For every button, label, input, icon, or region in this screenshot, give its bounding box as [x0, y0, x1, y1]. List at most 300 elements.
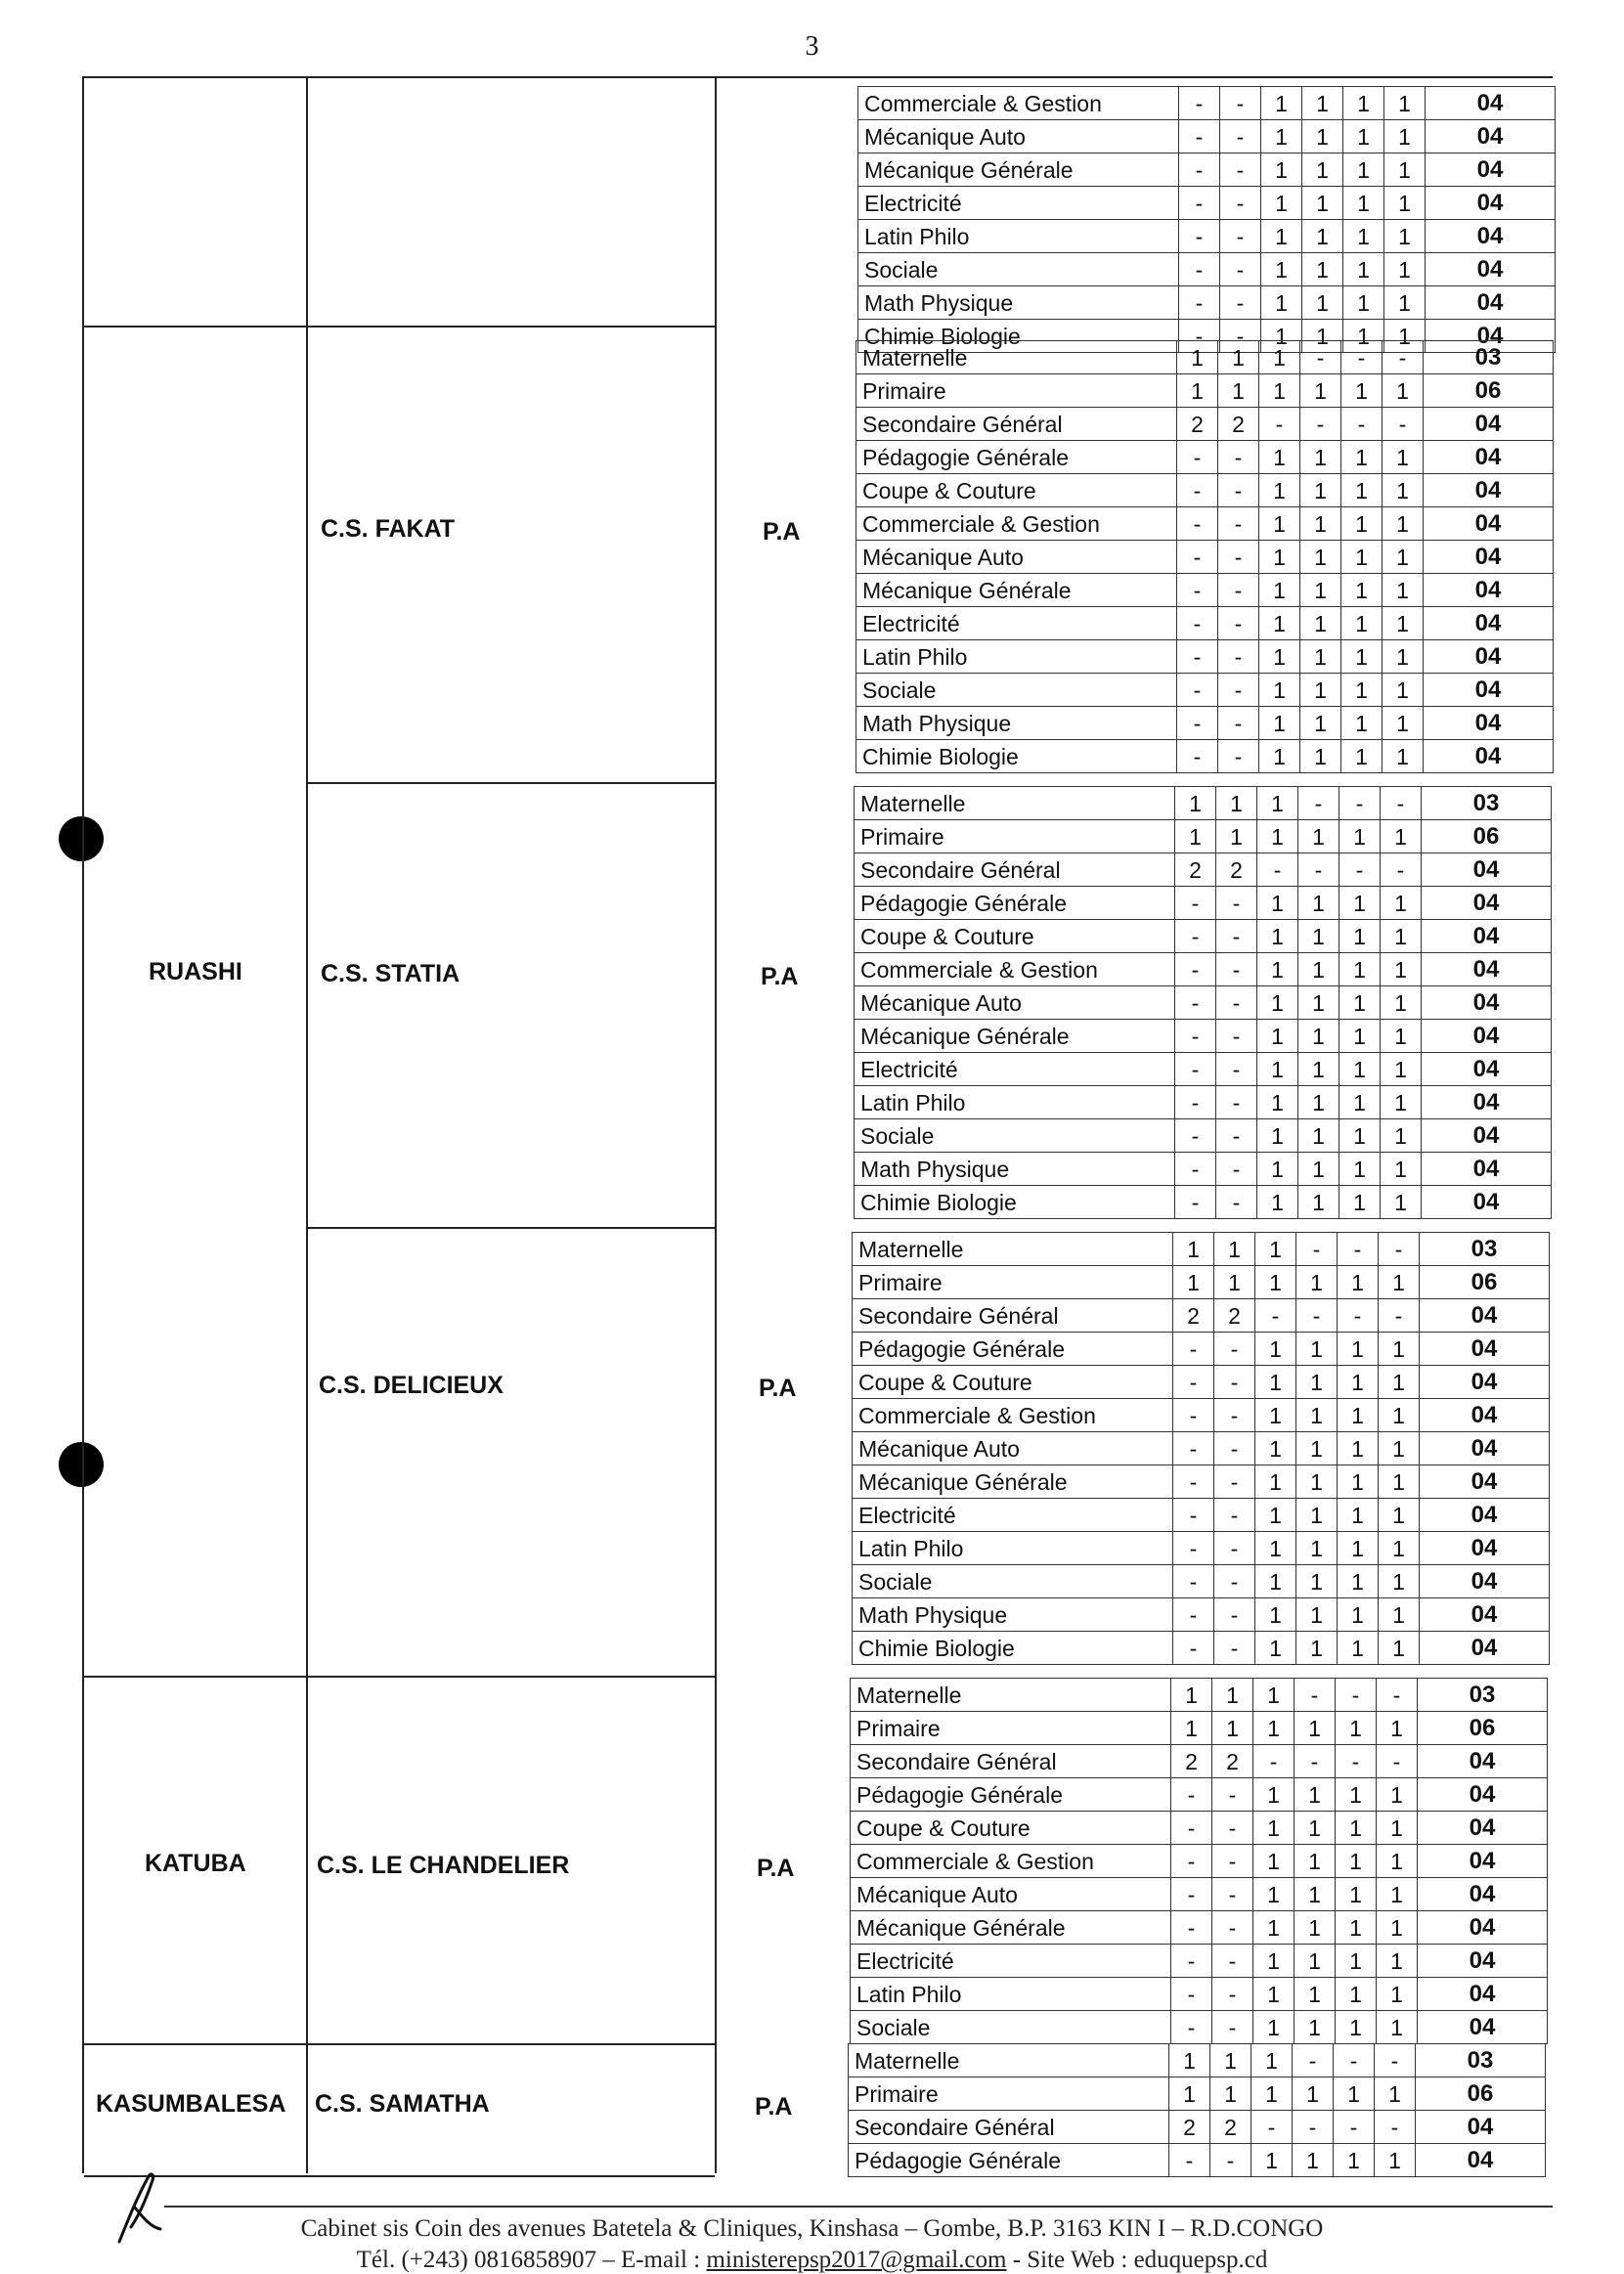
class-count-cell: - — [1298, 853, 1339, 887]
class-count-cell: 1 — [1379, 1598, 1420, 1632]
option-name: Maternelle — [851, 1679, 1171, 1712]
class-count-cell: 1 — [1377, 1978, 1418, 2011]
page-number: 3 — [805, 31, 819, 62]
class-count-cell: 1 — [1300, 507, 1341, 541]
class-count-cell: - — [1251, 2111, 1293, 2144]
class-count-cell: 1 — [1302, 153, 1343, 187]
class-count-cell: 1 — [1341, 374, 1383, 408]
class-count-cell: 1 — [1334, 2144, 1375, 2177]
class-count-cell: - — [1216, 887, 1257, 920]
class-count-cell: 1 — [1257, 1020, 1298, 1053]
class-count-cell: 1 — [1336, 1778, 1377, 1812]
class-count-cell: - — [1216, 920, 1257, 953]
class-count-cell: - — [1179, 187, 1220, 220]
table-row — [855, 820, 1552, 853]
option-name: Pédagogie Générale — [855, 887, 1175, 920]
table-row — [853, 1632, 1550, 1665]
option-name: Secondaire Général — [855, 853, 1175, 887]
class-count-cell: 1 — [1255, 1366, 1296, 1399]
class-count-cell: - — [1177, 507, 1218, 541]
class-count-cell: 2 — [1212, 1745, 1253, 1778]
class-count-cell: - — [1216, 1119, 1257, 1153]
class-count-cell: - — [1377, 1745, 1418, 1778]
class-count-cell: - — [1218, 740, 1259, 773]
table-row — [858, 286, 1556, 320]
class-count-cell: - — [1179, 286, 1220, 320]
total-cell: 04 — [1426, 153, 1556, 187]
class-count-cell: 1 — [1214, 1266, 1255, 1299]
table-row — [853, 1432, 1550, 1465]
total-cell: 06 — [1420, 1266, 1550, 1299]
table-row — [856, 374, 1554, 408]
class-count-cell: 2 — [1218, 408, 1259, 441]
class-count-cell: 1 — [1343, 153, 1384, 187]
option-name: Latin Philo — [851, 1978, 1171, 2011]
table-row — [853, 1565, 1550, 1598]
class-count-cell: 1 — [1255, 1632, 1296, 1665]
class-count-cell: 1 — [1257, 1119, 1298, 1153]
class-count-cell: 1 — [1253, 1978, 1295, 2011]
total-cell: 04 — [1420, 1499, 1550, 1532]
class-count-cell: 1 — [1302, 187, 1343, 220]
class-count-cell: 1 — [1300, 607, 1341, 640]
class-count-cell: 1 — [1336, 1911, 1377, 1945]
class-count-cell: 1 — [1253, 2011, 1295, 2044]
total-cell: 04 — [1424, 707, 1554, 740]
total-cell: 04 — [1418, 2011, 1548, 2044]
class-count-cell: 1 — [1218, 374, 1259, 408]
regime-label: P.A — [759, 1375, 797, 1402]
class-count-cell: - — [1171, 1812, 1212, 1845]
class-count-cell: 1 — [1338, 1499, 1379, 1532]
total-cell: 04 — [1426, 220, 1556, 253]
class-count-cell: 1 — [1257, 1153, 1298, 1186]
class-count-cell: - — [1220, 187, 1261, 220]
class-count-cell: - — [1214, 1632, 1255, 1665]
table-row — [849, 2077, 1546, 2111]
class-count-cell: 1 — [1175, 787, 1216, 820]
class-count-cell: - — [1212, 1878, 1253, 1911]
option-name: Secondaire Général — [856, 408, 1177, 441]
class-count-cell: - — [1173, 1532, 1214, 1565]
row-divider — [84, 326, 306, 328]
total-cell: 06 — [1422, 820, 1552, 853]
table-row — [853, 1465, 1550, 1499]
table-row — [849, 2144, 1546, 2177]
class-count-cell: 1 — [1255, 1266, 1296, 1299]
class-count-cell: 1 — [1381, 1086, 1422, 1119]
option-name: Mécanique Générale — [858, 153, 1179, 187]
class-count-cell: - — [1212, 1978, 1253, 2011]
class-count-cell: 1 — [1255, 1532, 1296, 1565]
class-count-cell: 1 — [1339, 887, 1381, 920]
class-count-cell: - — [1259, 408, 1300, 441]
class-count-cell: - — [1381, 787, 1422, 820]
class-count-cell: - — [1220, 320, 1261, 353]
total-cell: 03 — [1422, 787, 1552, 820]
class-count-cell: 1 — [1383, 740, 1424, 773]
total-cell: 04 — [1424, 441, 1554, 474]
class-count-cell: - — [1214, 1366, 1255, 1399]
class-count-cell: 1 — [1381, 1053, 1422, 1086]
class-count-cell: - — [1218, 474, 1259, 507]
class-count-cell: 1 — [1341, 740, 1383, 773]
row-divider — [84, 2043, 715, 2045]
total-cell: 04 — [1422, 1186, 1552, 1219]
class-count-cell: - — [1177, 674, 1218, 707]
footer-address: Cabinet sis Coin des avenues Batetela & Cliniques, Kinshasa – Gombe, B.P. 3163 KIN I – R.D.CONGO — [300, 2215, 1324, 2242]
class-count-cell: 1 — [1343, 253, 1384, 286]
table-row — [851, 1679, 1548, 1712]
footer-email-link[interactable]: ministerepsp2017@gmail.com — [706, 2247, 1007, 2273]
class-count-cell: 1 — [1379, 1565, 1420, 1598]
option-name: Latin Philo — [855, 1086, 1175, 1119]
class-count-cell: 1 — [1257, 1086, 1298, 1119]
option-name: Primaire — [851, 1712, 1171, 1745]
class-count-cell: 1 — [1341, 707, 1383, 740]
class-count-cell: - — [1177, 441, 1218, 474]
class-count-cell: 1 — [1383, 507, 1424, 541]
options-table — [852, 1232, 1550, 1665]
class-count-cell: 1 — [1298, 1119, 1339, 1153]
table-row — [851, 1878, 1548, 1911]
table-row — [856, 574, 1554, 607]
class-count-cell: 1 — [1255, 1465, 1296, 1499]
class-count-cell: - — [1173, 1432, 1214, 1465]
class-count-cell: 1 — [1259, 607, 1300, 640]
total-cell: 04 — [1424, 507, 1554, 541]
class-count-cell: 1 — [1338, 1399, 1379, 1432]
class-count-cell: - — [1212, 1911, 1253, 1945]
class-count-cell: 1 — [1257, 787, 1298, 820]
class-count-cell: 1 — [1343, 187, 1384, 220]
table-row — [855, 787, 1552, 820]
class-count-cell: - — [1293, 2044, 1334, 2077]
table-row — [855, 953, 1552, 986]
option-name: Maternelle — [855, 787, 1175, 820]
class-count-cell: - — [1295, 1679, 1336, 1712]
class-count-cell: 1 — [1381, 1153, 1422, 1186]
class-count-cell: 1 — [1302, 286, 1343, 320]
class-count-cell: 1 — [1259, 507, 1300, 541]
class-count-cell: 1 — [1383, 640, 1424, 674]
class-count-cell: 1 — [1259, 474, 1300, 507]
row-divider — [84, 1676, 715, 1678]
total-cell: 04 — [1418, 1778, 1548, 1812]
total-cell: 04 — [1420, 1598, 1550, 1632]
class-count-cell: - — [1177, 541, 1218, 574]
class-count-cell: - — [1216, 986, 1257, 1020]
class-count-cell: 1 — [1295, 2011, 1336, 2044]
class-count-cell: 1 — [1253, 1878, 1295, 1911]
class-count-cell: 1 — [1259, 574, 1300, 607]
class-count-cell: 1 — [1251, 2044, 1293, 2077]
table-row — [858, 153, 1556, 187]
class-count-cell: 1 — [1169, 2044, 1210, 2077]
option-name: Electricité — [851, 1945, 1171, 1978]
class-count-cell: 1 — [1384, 320, 1426, 353]
class-count-cell: 1 — [1343, 120, 1384, 153]
class-count-cell: 1 — [1379, 1499, 1420, 1532]
class-count-cell: 1 — [1296, 1465, 1338, 1499]
class-count-cell: 1 — [1169, 2077, 1210, 2111]
class-count-cell: 1 — [1300, 374, 1341, 408]
option-name: Mécanique Générale — [853, 1465, 1173, 1499]
class-count-cell: - — [1216, 1020, 1257, 1053]
class-count-cell: 1 — [1341, 541, 1383, 574]
table-row — [855, 853, 1552, 887]
class-count-cell: 1 — [1341, 607, 1383, 640]
class-count-cell: - — [1214, 1499, 1255, 1532]
class-count-cell: - — [1171, 1978, 1212, 2011]
class-count-cell: 2 — [1210, 2111, 1251, 2144]
table-row — [851, 1845, 1548, 1878]
option-name: Mécanique Générale — [856, 574, 1177, 607]
option-name: Electricité — [855, 1053, 1175, 1086]
class-count-cell: 1 — [1384, 220, 1426, 253]
option-name: Primaire — [853, 1266, 1173, 1299]
class-count-cell: 1 — [1336, 1978, 1377, 2011]
class-count-cell: 1 — [1300, 441, 1341, 474]
table-row — [858, 120, 1556, 153]
class-count-cell: - — [1383, 408, 1424, 441]
class-count-cell: 1 — [1212, 1679, 1253, 1712]
class-count-cell: - — [1339, 853, 1381, 887]
class-count-cell: - — [1173, 1598, 1214, 1632]
total-cell: 03 — [1416, 2044, 1546, 2077]
class-count-cell: 1 — [1302, 320, 1343, 353]
class-count-cell: 1 — [1384, 87, 1426, 120]
table-row — [853, 1366, 1550, 1399]
class-count-cell: - — [1379, 1233, 1420, 1266]
class-count-cell: 1 — [1339, 1053, 1381, 1086]
class-count-cell: - — [1379, 1299, 1420, 1333]
class-count-cell: 1 — [1339, 1186, 1381, 1219]
total-cell: 04 — [1420, 1432, 1550, 1465]
table-row — [853, 1532, 1550, 1565]
total-cell: 03 — [1420, 1233, 1550, 1266]
option-name: Maternelle — [853, 1233, 1173, 1266]
class-count-cell: - — [1171, 1878, 1212, 1911]
class-count-cell: - — [1220, 220, 1261, 253]
total-cell: 04 — [1422, 887, 1552, 920]
class-count-cell: - — [1334, 2044, 1375, 2077]
class-count-cell: - — [1341, 408, 1383, 441]
option-name: Mécanique Auto — [853, 1432, 1173, 1465]
table-row — [855, 1086, 1552, 1119]
class-count-cell: - — [1295, 1745, 1336, 1778]
class-count-cell: 1 — [1216, 820, 1257, 853]
class-count-cell: 1 — [1343, 87, 1384, 120]
class-count-cell: 1 — [1377, 1712, 1418, 1745]
option-name: Sociale — [853, 1565, 1173, 1598]
class-count-cell: 1 — [1383, 674, 1424, 707]
class-count-cell: 1 — [1295, 1978, 1336, 2011]
option-name: Chimie Biologie — [855, 1186, 1175, 1219]
class-count-cell: 1 — [1255, 1233, 1296, 1266]
table-row — [851, 1745, 1548, 1778]
regime-label: P.A — [755, 2093, 793, 2121]
class-count-cell: 1 — [1341, 674, 1383, 707]
total-cell: 04 — [1424, 574, 1554, 607]
column-divider — [715, 78, 717, 2173]
class-count-cell: 1 — [1300, 707, 1341, 740]
class-count-cell: - — [1214, 1465, 1255, 1499]
class-count-cell: 1 — [1343, 320, 1384, 353]
class-count-cell: 1 — [1257, 920, 1298, 953]
table-row — [856, 740, 1554, 773]
class-count-cell: 1 — [1379, 1432, 1420, 1465]
class-count-cell: - — [1212, 1945, 1253, 1978]
class-count-cell: 1 — [1298, 953, 1339, 986]
total-cell: 04 — [1422, 853, 1552, 887]
table-row — [851, 1778, 1548, 1812]
total-cell: 04 — [1418, 1911, 1548, 1945]
option-name: Chimie Biologie — [856, 740, 1177, 773]
class-count-cell: - — [1255, 1299, 1296, 1333]
class-count-cell: 1 — [1298, 986, 1339, 1020]
class-count-cell: 1 — [1298, 887, 1339, 920]
class-count-cell: - — [1179, 153, 1220, 187]
option-name: Mécanique Auto — [856, 541, 1177, 574]
table-row — [858, 187, 1556, 220]
class-count-cell: 1 — [1261, 253, 1302, 286]
class-count-cell: - — [1298, 787, 1339, 820]
school-name: C.S. LE CHANDELIER — [317, 1852, 570, 1879]
option-name: Sociale — [856, 674, 1177, 707]
total-cell: 04 — [1420, 1632, 1550, 1665]
class-count-cell: 1 — [1296, 1532, 1338, 1565]
class-count-cell: - — [1210, 2144, 1251, 2177]
class-count-cell: 1 — [1338, 1565, 1379, 1598]
class-count-cell: - — [1175, 986, 1216, 1020]
total-cell: 04 — [1426, 286, 1556, 320]
class-count-cell: - — [1177, 640, 1218, 674]
class-count-cell: - — [1300, 341, 1341, 374]
option-name: Pédagogie Générale — [849, 2144, 1169, 2177]
class-count-cell: 1 — [1302, 253, 1343, 286]
class-count-cell: - — [1375, 2111, 1416, 2144]
class-count-cell: 1 — [1339, 1119, 1381, 1153]
option-name: Pédagogie Générale — [856, 441, 1177, 474]
class-count-cell: - — [1336, 1679, 1377, 1712]
class-count-cell: 1 — [1251, 2144, 1293, 2177]
table-row — [849, 2111, 1546, 2144]
row-divider — [84, 2175, 715, 2177]
option-name: Mécanique Auto — [851, 1878, 1171, 1911]
class-count-cell: 1 — [1383, 374, 1424, 408]
table-row — [856, 408, 1554, 441]
class-count-cell: 1 — [1298, 1153, 1339, 1186]
class-count-cell: 1 — [1177, 374, 1218, 408]
class-count-cell: 1 — [1302, 220, 1343, 253]
class-count-cell: 1 — [1261, 220, 1302, 253]
class-count-cell: 1 — [1375, 2144, 1416, 2177]
options-table — [848, 2043, 1546, 2177]
class-count-cell: 1 — [1379, 1399, 1420, 1432]
class-count-cell: 1 — [1259, 740, 1300, 773]
class-count-cell: - — [1177, 707, 1218, 740]
class-count-cell: - — [1216, 1053, 1257, 1086]
total-cell: 04 — [1422, 1053, 1552, 1086]
class-count-cell: 1 — [1336, 1845, 1377, 1878]
class-count-cell: 1 — [1175, 820, 1216, 853]
class-count-cell: - — [1214, 1598, 1255, 1632]
option-name: Latin Philo — [858, 220, 1179, 253]
footer-divider — [164, 2206, 1553, 2208]
class-count-cell: 1 — [1257, 887, 1298, 920]
class-count-cell: 1 — [1216, 787, 1257, 820]
school-name: C.S. DELICIEUX — [319, 1372, 504, 1399]
class-count-cell: - — [1296, 1233, 1338, 1266]
table-row — [856, 674, 1554, 707]
class-count-cell: - — [1175, 1020, 1216, 1053]
option-name: Math Physique — [855, 1153, 1175, 1186]
class-count-cell: 1 — [1379, 1333, 1420, 1366]
class-count-cell: - — [1212, 1845, 1253, 1878]
table-row — [853, 1499, 1550, 1532]
total-cell: 04 — [1422, 986, 1552, 1020]
class-count-cell: 1 — [1343, 286, 1384, 320]
class-count-cell: 1 — [1259, 341, 1300, 374]
total-cell: 04 — [1424, 674, 1554, 707]
class-count-cell: 1 — [1298, 1086, 1339, 1119]
class-count-cell: 1 — [1255, 1432, 1296, 1465]
table-row — [856, 341, 1554, 374]
total-cell: 04 — [1420, 1565, 1550, 1598]
class-count-cell: 1 — [1383, 607, 1424, 640]
class-count-cell: 1 — [1295, 1778, 1336, 1812]
class-count-cell: 1 — [1253, 1712, 1295, 1745]
total-cell: 04 — [1424, 607, 1554, 640]
class-count-cell: 1 — [1218, 341, 1259, 374]
class-count-cell: 1 — [1255, 1333, 1296, 1366]
class-count-cell: - — [1336, 1745, 1377, 1778]
table-row — [855, 986, 1552, 1020]
class-count-cell: - — [1383, 341, 1424, 374]
table-row — [851, 1945, 1548, 1978]
class-count-cell: - — [1179, 87, 1220, 120]
total-cell: 06 — [1418, 1712, 1548, 1745]
class-count-cell: 1 — [1338, 1333, 1379, 1366]
option-name: Maternelle — [856, 341, 1177, 374]
class-count-cell: 1 — [1210, 2077, 1251, 2111]
option-name: Secondaire Général — [853, 1299, 1173, 1333]
class-count-cell: 1 — [1339, 986, 1381, 1020]
class-count-cell: 1 — [1259, 441, 1300, 474]
class-count-cell: 1 — [1302, 87, 1343, 120]
total-cell: 04 — [1424, 474, 1554, 507]
class-count-cell: 1 — [1341, 474, 1383, 507]
class-count-cell: 1 — [1261, 87, 1302, 120]
class-count-cell: - — [1216, 1186, 1257, 1219]
footer-phone: Tél. (+243) 0816858907 – E-mail : — [356, 2247, 707, 2273]
total-cell: 04 — [1416, 2144, 1546, 2177]
class-count-cell: 1 — [1384, 286, 1426, 320]
total-cell: 04 — [1426, 320, 1556, 353]
class-count-cell: 1 — [1339, 820, 1381, 853]
class-count-cell: - — [1214, 1399, 1255, 1432]
class-count-cell: 1 — [1300, 674, 1341, 707]
options-table — [857, 86, 1556, 353]
class-count-cell: 1 — [1338, 1432, 1379, 1465]
class-count-cell: - — [1179, 120, 1220, 153]
class-count-cell: 1 — [1341, 441, 1383, 474]
total-cell: 04 — [1418, 1812, 1548, 1845]
class-count-cell: - — [1214, 1432, 1255, 1465]
class-count-cell: 1 — [1381, 1186, 1422, 1219]
class-count-cell: 1 — [1302, 120, 1343, 153]
